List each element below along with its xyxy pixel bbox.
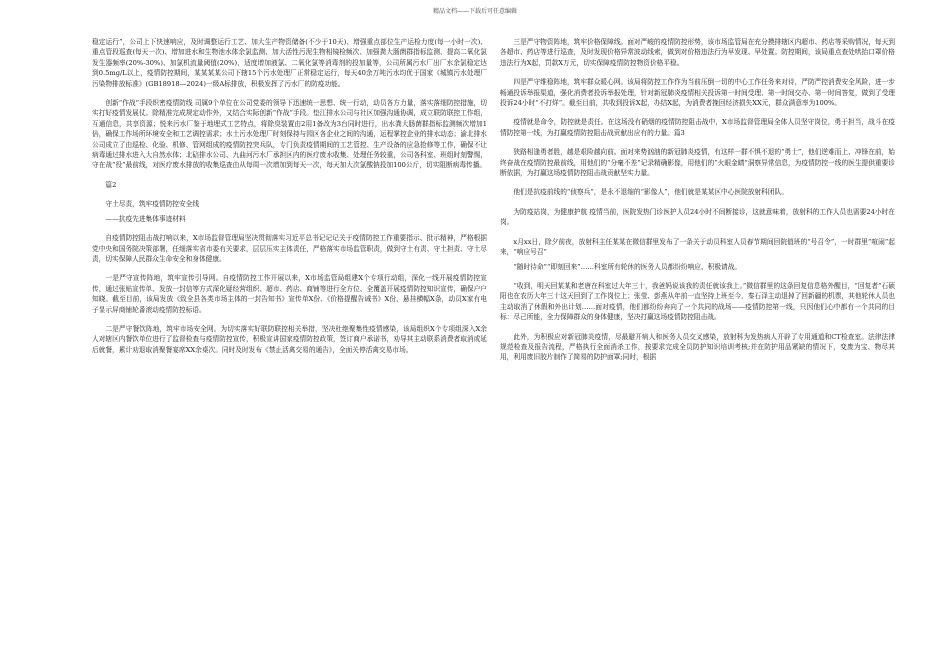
section-subtitle: ——抗疫先进集体事迹材料	[105, 214, 186, 223]
section-subtitle: 守土尽责，筑牢疫情防控安全线	[105, 200, 200, 209]
paragraph: “随时待命”“即刻回来”……科室所有轮休的医务人员都纷纷响应、积极请战。	[513, 262, 742, 271]
paragraph: 四是严守维稳阵地，筑牢群众暖心网。该局将防控工作作为当前压倒一切的中心工作任务来对待，严防严控消费安全风险，进一步畅通投诉举报渠道，强化消费者投诉举报处理，针对新冠肺炎疫情相关投诉第一时间受理、第一时间交办、第一时间答复，做到了受理投诉24小时“不打烊”。截至目前，共收到投诉X起，办结X起，为消费者挽回经济损失XX元，群众满意率为100%。	[500, 78, 895, 108]
section-title: 篇2	[105, 180, 117, 189]
paragraph: 二是严守餐饮阵地，筑牢市场安全网。为切实落实好联防联控相关举措，坚决杜绝聚集性疫情感染，该局组织X个专项组深入X余人对辖区内餐饮单位进行了监督检查与疫情防控宣传，积极宣讲国家疫情防控政策，签订商户承诺书，劝导其主动联系消费者取消或延后就餐，累计劝退取消聚餐宴席XX余桌次。同时及时发布《禁止活禽交易的通告》，全面关停活禽交易市场。	[92, 324, 487, 354]
page-header: 精品文档——下载后可任意编辑	[432, 8, 517, 15]
paragraph: x月xx日，除夕前夜，放射科主任某某在微信群里发布了一条关于动员科室人员春节期间回院值班的“号召令”，一时群里“喧闹”起来，“响应号召”	[500, 237, 895, 257]
paragraph: 稳定运行”，公司上下快速响应，及时调整运行工艺、加大生产物资储备(不少于10天)、增强重点部位生产运检力度(每一小时一次)、重点管段巡查(每天一次)、增加进水和生物池水体余氯监测、加大活性污泥生物相镜检频次、加强粪大肠菌群指标监测、提高二氧化氯发生器频率(20%-30%)、加氯机流量阈值(20%)，适度增加液氯、二氧化氯等消毒剂的投加量等，公司所属污水厂出厂水余氯稳定达到0.5mg/L以上，疫情防控期间，某某某某公司下辖15个污水处理厂正常稳定运行，每天40余万吨污水均优于国家《城镇污水处理厂污染物排放标准》(GB18918—2024)一级A标排放，积极发挥了污水厂的防疫功能。	[92, 38, 487, 88]
paragraph: 疫情就是命令，防控就是责任。在这场没有硝烟的疫情防控阻击战中，X市场监督管理局全体人员坚守岗位，勇于担当，战斗在疫情防控第一线，为打赢疫情防控阻击战贡献出应有的力量。篇3	[500, 118, 895, 137]
paragraph: 狭路相逢勇者胜，越是艰险越向前。面对来势汹汹的新冠肺炎疫情，有这样一群不惧不退的“勇士”，他们逆难而上、冲锋在前，始终奋战在疫情防控最前线，用他们的“分毫不差”记录精确影像，用他们的“火眼金睛”洞察异常信息，为疫情防控一线的医生提供重要诊断依据，为打赢这场疫情防控阻击战贡献坚实力量。	[500, 148, 895, 178]
paragraph: 为防疫站岗，为健康护航 疫情当前，医院发热门诊医护人员24小时不间断接诊，这就意味着，放射科的工作人员也需要24小时在岗。	[500, 207, 895, 227]
left-column	[92, 37, 487, 667]
paragraph: 此外，为积极应对新冠肺炎疫情，尽最避开病人和医务人员交叉感染，放射科为发热病人开辟了专用通道和CT检查室。法律法律规范检查及报告流程，严格执行全面消杀工作，按要求完成全员防护知识培训考核;并在防护用品紧缺的情况下，变废为宝、物尽其用，利用废旧胶片制作了简易的防护面罩;同时，根据	[500, 332, 895, 362]
paragraph: “收到，明天回某某和老唐在科室过大年三十，我爸妈说该我的责任就该我上。”微信群里的这条回复信息格外醒目，“回复者”石硕阳也在农历大年三十这天回到了工作岗位上；张莹、彭燕从年前一直坚持上班至今，秦石泽主动退掉了回新疆的机票，其他轮休人员也主动取消了休假和外出计划……面对疫情，他们都纷纷奔向了一个共同的战场——疫情防控第一线，只因他们心中都有一个共同的目标：尽己所能，全力保障群众的身体健康，坚决打赢这场疫情防控阻击战。	[500, 281, 895, 322]
paragraph: 一是严守宣传阵地，筑牢宣传引导网。自疫情防控工作开展以来，X市场监管局组建X个专项行动组，深化一线开展疫情防控宣传，通过张贴宣传单、发放一封信等方式深化疑经营组织、超市、药店、商铺等进行全方位、全覆盖开展疫情防控知识宣传，确保户户知晓。截至目前，该局发放《致全县各类市场主体的一封告知书》宣传单X份、《价格提醒告诫书》X份，悬挂横幅X条，动员X家有电子显示屏商铺轮番滚动疫情防控标语。	[92, 274, 487, 314]
paragraph: 三是严守物资阵地，筑牢价格保障线。面对严峻的疫情防控形势，该市场监管局在充分摸排辖区内超市、药店等采购情况，每天到各超市、药店等进行巡查，及时发现价格异常波动线索，做到对价格违法行为早发现、早处置。防控期间，该局重点查处哄抬口罩价格违法行为X起，罚款X万元，切实保障疫情防控物资价格平稳。	[500, 38, 895, 67]
paragraph: 自疫情防控阻击战打响以来，X市场监督管理局坚决贯彻落实习近平总书记记记关于疫情防控工作重要指示、批示精神，严格根据党中央和国务院决策部署，任细落实省市委有关要求，层层压实主体责任，严格落实市场监管职责，做到守土有责、守土担责、守土尽责，切实保障人民群众生命安全和身体健康。	[92, 234, 487, 263]
paragraph: 创新“作战”手段织密疫情防线 司属9个单位在公司党委的领导下迅速统一思想、统一行动，动员各方力量，落实落细防控措施，切实打好疫情发展仗。除精准完成规定动作外，又结合实际创新“作战”手段。垫江排水公司与社区加强沟通协调，成立联防联控工作组，互通信息，共享资源；悦来污水厂鉴于地埋式工艺特点，将除臭装置由2用1备改为3台同时进行，出水粪大肠菌群指标监测频次增加1倍，确保工作场所环境安全和工艺调控需求；水土污水处理厂时刻保持与园区各企业之间的沟通，运程掌控企业的排水动态；渝北排水公司成立了由巡检、化验、机修、管网组成的疫情防控突兵队，专门负责疫情期间的工艺管控、生产设备的应急抢修等工作，确保不让病毒通过排水进入大自然水体；北碚排水公司、九曲河污水厂承担区内的医疗废水收集、处理任务较重，公司各科室、班组时刻警惕，守在战“役”最前线，对医疗废水排放的收集巡查由从每周一次增加到每天一次，每天加大次氯酸钠投加100公斤，切实阻断病毒传播。	[92, 99, 487, 170]
right-column	[500, 37, 895, 667]
paragraph: 他们是抗疫前线的“侦察兵”，是永不退缩的“影像人”，他们就是某某区中心医院放射科团队。	[513, 188, 788, 197]
